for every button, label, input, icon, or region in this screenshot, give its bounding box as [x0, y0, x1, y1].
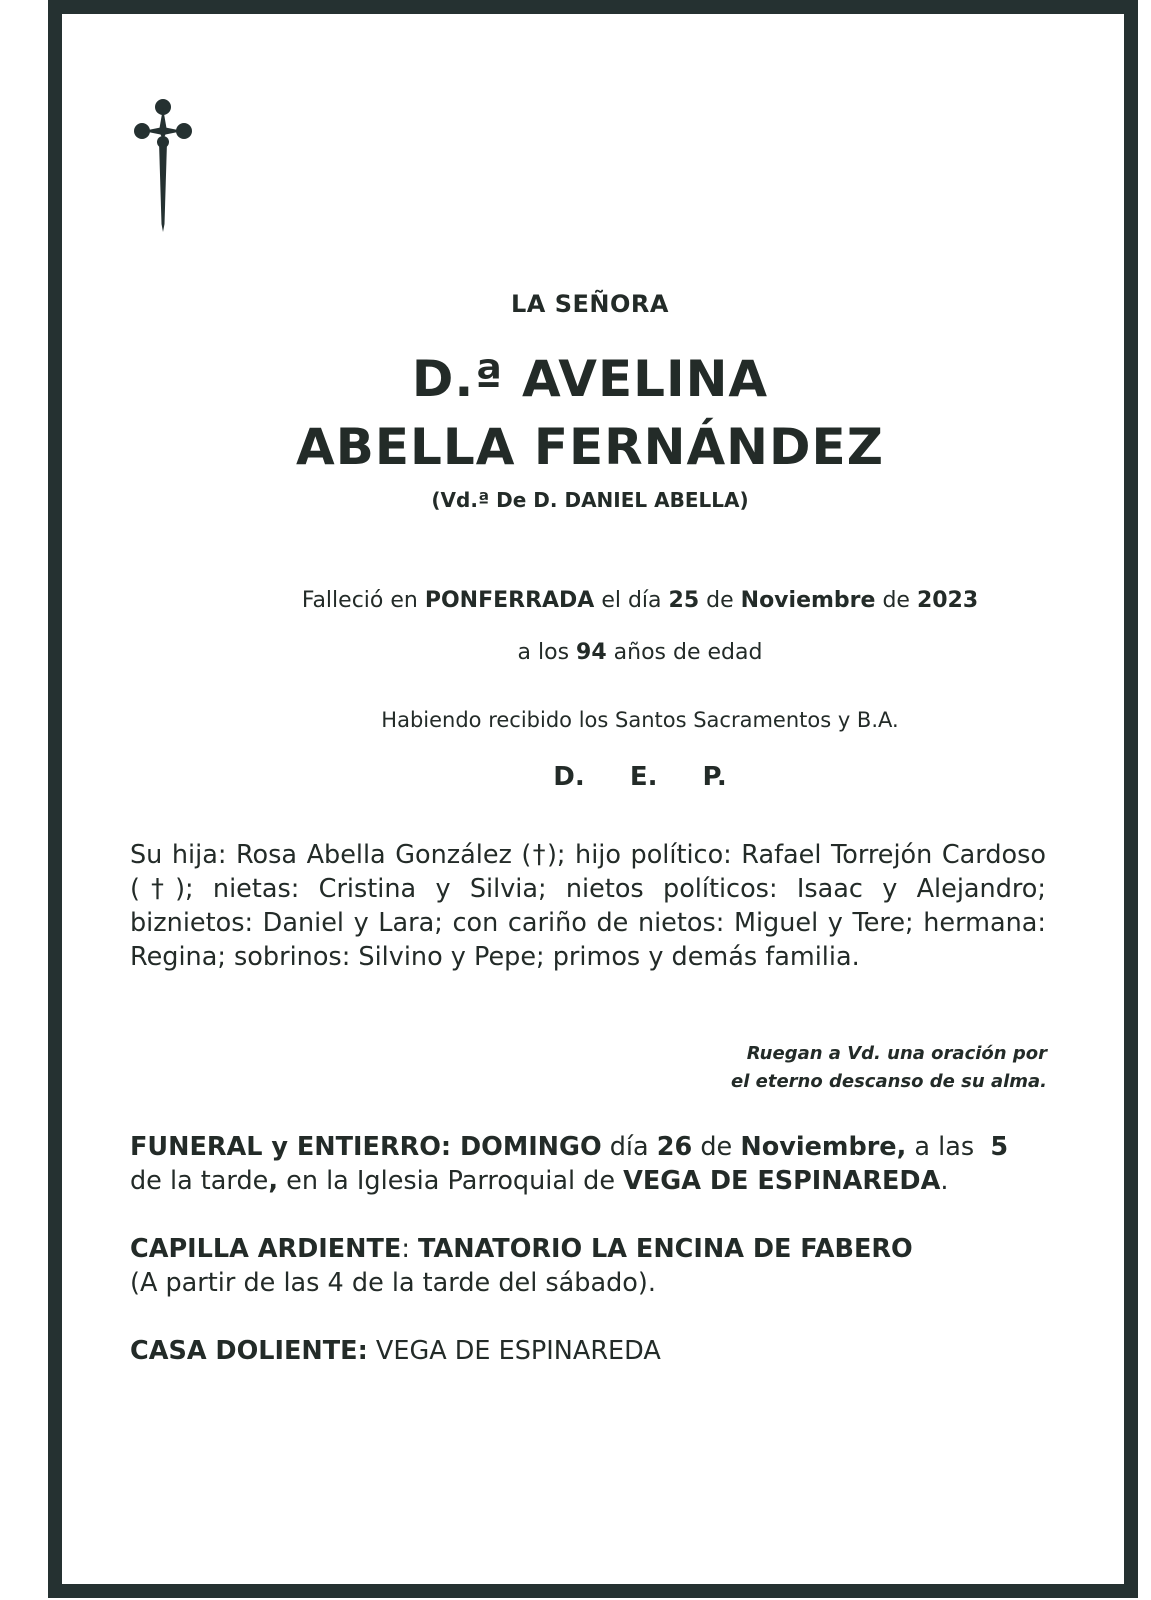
dep-d: D.	[553, 762, 585, 792]
age-text: a los	[517, 640, 570, 665]
dep-e: E.	[629, 762, 658, 792]
mourning-house-info	[130, 1334, 1050, 1368]
title-prefix: LA SEÑORA	[511, 290, 669, 318]
age-text: años de edad	[613, 640, 763, 665]
funeral-info: FUNERAL y ENTIERRO: DOMINGO día 26 de Noviembre, a las 5 de la tarde, en la Iglesia Parroquial de VEGA DE ESPINAREDA.	[130, 1132, 1009, 1196]
widow-note: (Vd.ª De D. DANIEL ABELLA)	[431, 488, 749, 512]
mourning-house-place: VEGA DE ESPINAREDA	[375, 1336, 661, 1366]
funeral-text: de	[700, 1132, 733, 1162]
mourning-house-label: CASA DOLIENTE:	[130, 1336, 368, 1366]
dep-p: P.	[702, 762, 727, 792]
chapel-place: TANATORIO LA ENCINA DE FABERO	[418, 1234, 913, 1264]
death-day: 25	[668, 588, 700, 613]
sacraments-note: Habiendo recibido los Santos Sacramentos y B.A.	[381, 708, 899, 732]
funeral-month: Noviembre	[740, 1132, 897, 1162]
death-year: 2023	[916, 588, 979, 613]
dep-initials	[230, 762, 1050, 792]
funeral-text: de la tarde	[130, 1166, 269, 1196]
prayer-line2: el eterno descanso de su alma.	[731, 1071, 1047, 1092]
age-value: 94	[576, 640, 607, 665]
death-text: de	[882, 588, 910, 613]
prayer-line1: Ruegan a Vd. una oración por	[746, 1043, 1047, 1064]
funeral-label: FUNERAL y ENTIERRO: DOMINGO	[130, 1132, 602, 1162]
funeral-hour: 5	[990, 1132, 1009, 1162]
death-statement	[230, 588, 1050, 613]
death-place: PONFERRADA	[424, 588, 595, 613]
funeral-day: 26	[656, 1132, 693, 1162]
death-text: de	[706, 588, 734, 613]
family-list: Su hija: Rosa Abella González (†); hijo político: Rafael Torrejón Cardoso (†); nietas: Cristina y Silvia; nietos políticos: Isaac y Alejandro; biznietos: Daniel y Lara; con cariño de nietos: Miguel y Tere; hermana: Regina; sobrinos: Silvino y Pepe; primos y demás familia.	[130, 840, 1046, 972]
funeral-place: VEGA DE ESPINAREDA	[623, 1166, 941, 1196]
deceased-name-line1: D.ª AVELINA	[411, 350, 769, 408]
funeral-text: en la Iglesia Parroquial de	[286, 1166, 616, 1196]
chapel-note: (A partir de las 4 de la tarde del sábado).	[130, 1268, 656, 1298]
age-statement	[230, 640, 1050, 665]
cross-icon	[131, 98, 195, 234]
funeral-text: día	[609, 1132, 649, 1162]
prayer-request	[731, 1040, 1047, 1096]
funeral-text: a las	[914, 1132, 975, 1162]
death-text: el día	[601, 588, 662, 613]
chapel-info: CAPILLA ARDIENTE: TANATORIO LA ENCINA DE FABERO (A partir de las 4 de la tarde del sábado).	[130, 1232, 1050, 1300]
death-month: Noviembre	[740, 588, 876, 613]
chapel-label: CAPILLA ARDIENTE	[130, 1234, 402, 1264]
death-text: Falleció en	[301, 588, 418, 613]
deceased-name-line2: ABELLA FERNÁNDEZ	[296, 418, 884, 476]
